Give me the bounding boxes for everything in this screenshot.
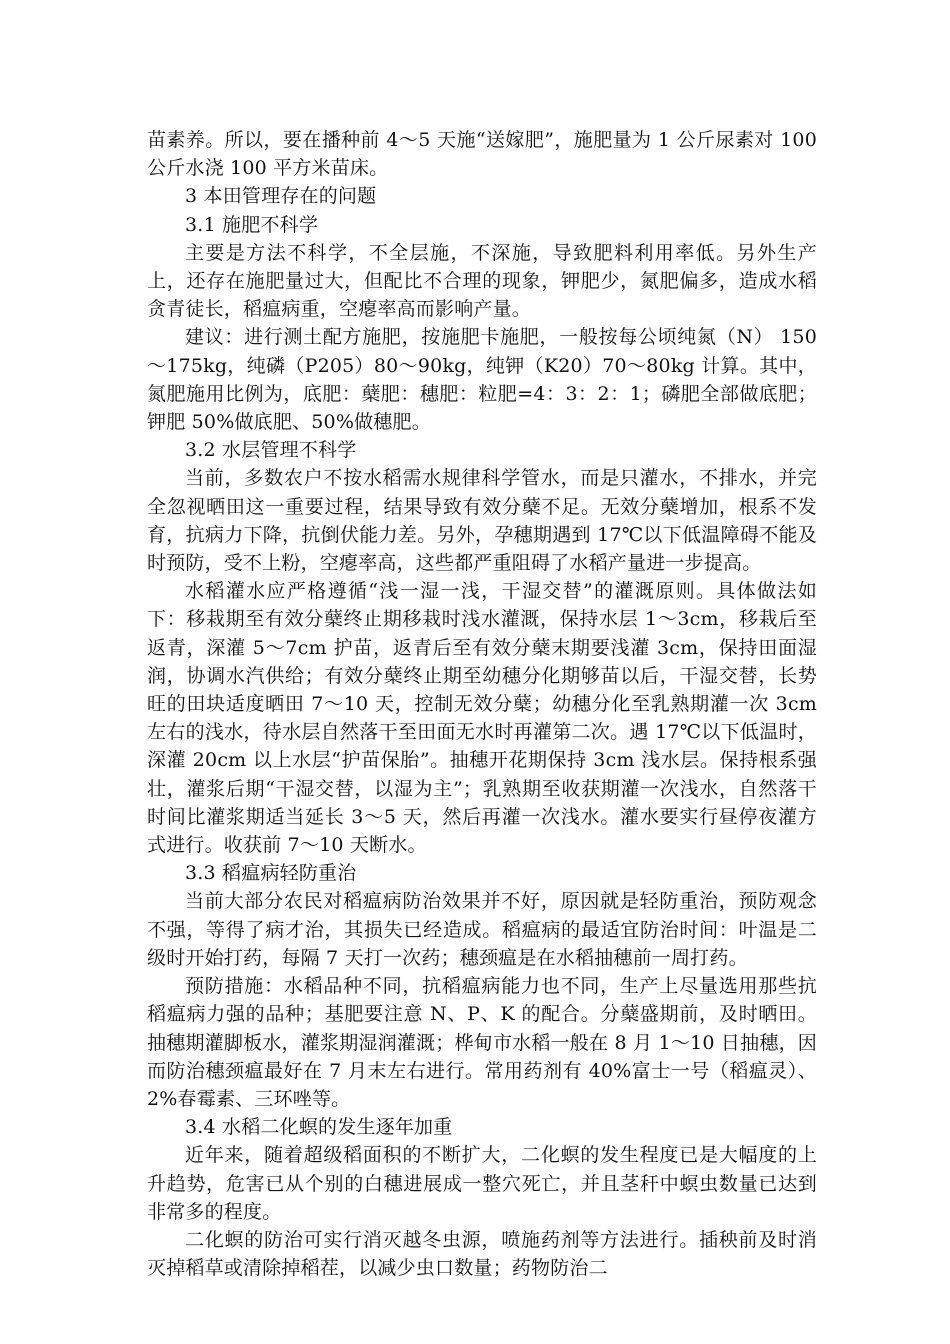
paragraph-continued: 苗素养。所以，要在播种前 4～5 天施“送嫁肥”，施肥量为 1 公斤尿素对 100 公斤水浇 100 平方米苗床。 [147,129,817,180]
paragraph: 主要是方法不科学，不全层施，不深施，导致肥料利用率低。另外生产上，还存在施肥量过大，但配比不合理的现象，钾肥少，氮肥偏多，造成水稻贪青徒长，稻瘟病重，空瘪率高而影响产量。 [147,241,817,321]
subsection-heading-3-1: 3.1 施肥不科学 [185,213,319,236]
document-body [147,126,817,1282]
paragraph: 当前，多数农户不按水稻需水规律科学管水，而是只灌水，不排水，并完全忽视晒田这一重要过程，结果导致有效分蘖不足。无效分蘖增加，根系不发育，抗病力下降，抗倒伏能力差。另外，孕穗期遇到 17℃以下低温障碍不能及时预防，受不上粉，空瘪率高，这些都严重阻碍了水稻产量进一步提高。 [147,467,817,575]
subsection-heading-3-3: 3.3 稻瘟病轻防重治 [185,862,357,885]
paragraph: 二化螟的防治可实行消灭越冬虫源，喷施药剂等方法进行。插秧前及时消灭掉稻草或清除掉稻茬，以减少虫口数量；药物防治二 [147,1228,817,1280]
paragraph: 建议：进行测土配方施肥，按施肥卡施肥，一般按每公顷纯氮（N） 150～175kg，纯磷（P205）80～90kg，纯钾（K20）70～80kg 计算。其中，氮肥施用比例为，底肥：蘖肥：穗肥：粒肥=4：3：2：1；磷肥全部做底肥；钾肥 50%做底肥、50%做穗肥。 [147,326,817,434]
paragraph: 近年来，随着超级稻面积的不断扩大，二化螟的发生程度已是大幅度的上升趋势，危害已从个别的白穗进展成一整穴死亡，并且茎秆中螟虫数量已达到非常多的程度。 [147,1144,817,1223]
paragraph: 预防措施：水稻品种不同，抗稻瘟病能力也不同，生产上尽量选用那些抗稻瘟病力强的品种；基肥要注意 N、P、K 的配合。分蘖盛期前，及时晒田。抽穗期灌脚板水，灌浆期湿润灌溉；桦甸市水稻一般在 8 月 1～10 日抽穗，因而防治穗颈瘟最好在 7 月末左右进行。常用药剂有 40%富士一号（稻瘟灵）、2%春霉素、三环唑等。 [147,975,817,1110]
section-heading-3: 3 本田管理存在的问题 [185,185,377,208]
subsection-heading-3-2: 3.2 水层管理不科学 [185,439,357,462]
subsection-heading-3-4: 3.4 水稻二化螟的发生逐年加重 [185,1116,453,1139]
paragraph: 当前大部分农民对稻瘟病防治效果并不好，原因就是轻防重治，预防观念不强，等得了病才治，其损失已经造成。稻瘟病的最适宜防治时间：叶温是二级时开始打药，每隔 7 天打一次药；穗颈瘟是在水稻抽穗前一周打药。 [147,890,817,969]
paragraph: 水稻灌水应严格遵循“浅一湿一浅，干湿交替”的灌溉原则。具体做法如下：移栽期至有效分蘖终止期移栽时浅水灌溉，保持水层 1～3cm，移栽后至返青，深灌 5～7cm 护苗，返青后至有效分蘖末期要浅灌 3cm，保持田面湿润，协调水汽供给；有效分蘖终止期至幼穗分化期够苗以后，干湿交替，长势旺的田块适度晒田 7～10 天，控制无效分蘖；幼穗分化至乳熟期灌一次 3cm 左右的浅水，待水层自然落干至田面无水时再灌第二次。遇 17℃以下低温时，深灌 20cm 以上水层“护苗保胎”。抽穗开花期保持 3cm 浅水层。保持根系强壮，灌浆后期“干湿交替，以湿为主”；乳熟期至收获期灌一次浅水，自然落干时间比灌浆期适当延长 3～5 天，然后再灌一次浅水。灌水要实行昼停夜灌方式进行。收获前 7～10 天断水。 [147,580,817,857]
